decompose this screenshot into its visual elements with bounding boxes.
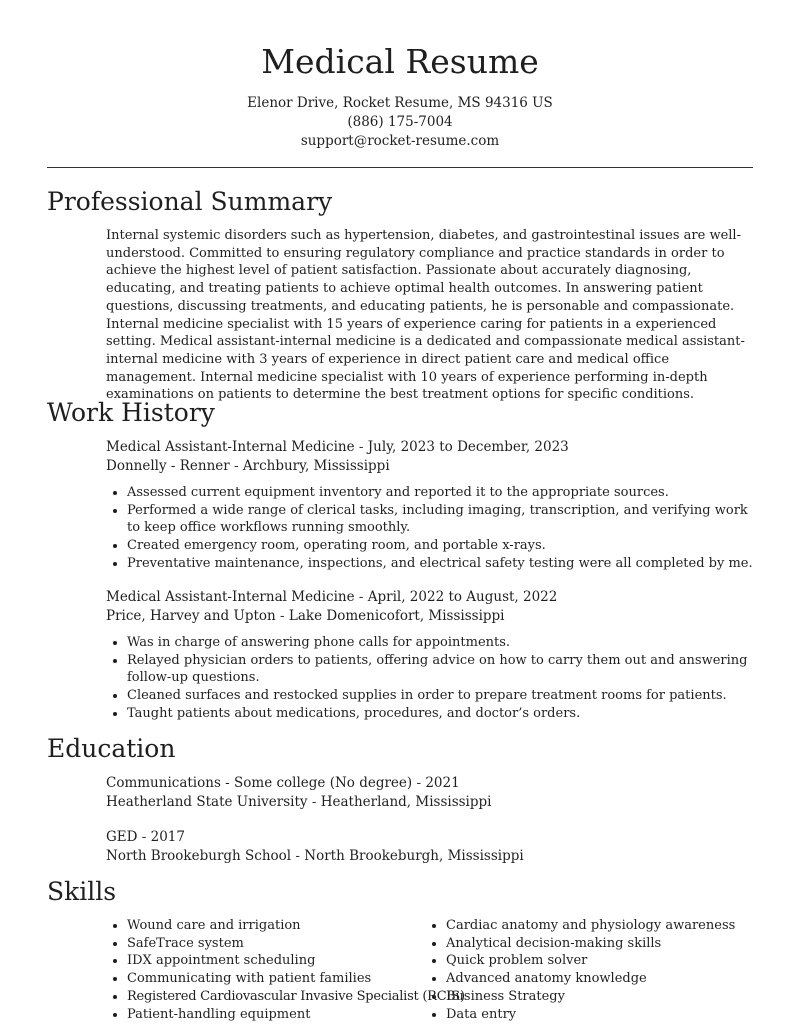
education-entry: [106, 828, 754, 866]
degree: GED: [106, 829, 138, 845]
school-location: Heatherland, Mississippi: [320, 794, 492, 810]
list-item: • Cleaned surfaces and restocked supplies in order to prepare treatment rooms for patients.: [127, 687, 754, 705]
skill-item: • SafeTrace system: [127, 935, 436, 953]
summary-text: Internal systemic disorders such as hypertension, diabetes, and gastrointestinal issues are well-understood. Committed to ensuring regulatory compliance and practice standards in order to achieve the highest level of patient satisfaction. Passionate about accurately diagnosing, educating, and treating patients to achieve optimal health outcomes. In answering patient questions, discussing treatments, and educating patients, he is personable and compassionate. Internal medicine specialist with 15 years of experience caring for patients in a experienced setting. Medical assistant-internal medicine is a dedicated and compassionate medical assistant-internal medicine with 3 years of experience in direct patient care and medical office management. Internal medicine specialist with 10 years of experience performing in-depth examinations on patients to determine the best treatment options for specific conditions.: [106, 228, 745, 403]
separator: -: [354, 589, 368, 605]
school: Heatherland State University: [106, 794, 308, 810]
education-entry: [106, 774, 754, 812]
school: North Brookeburgh School: [106, 848, 292, 864]
skill-item: • IDX appointment scheduling: [127, 952, 436, 970]
skill-item: • Patient-handling equipment: [127, 1006, 436, 1024]
contact-block: [0, 94, 800, 151]
job-bullets: [106, 484, 754, 573]
list-item: • Created emergency room, operating room, and portable x-rays.: [127, 537, 754, 555]
degree-year: 2021: [425, 775, 460, 791]
separator: -: [354, 439, 368, 455]
school-line: [106, 793, 754, 812]
work-heading: Work History: [47, 398, 215, 427]
job-org-line: [106, 607, 754, 626]
skill-item: • Data entry: [446, 1006, 755, 1024]
list-item: • Relayed physician orders to patients, offering advice on how to carry them out and answering follow-up questions.: [127, 652, 754, 687]
bullet-list: [106, 484, 754, 573]
list-item: • Assessed current equipment inventory and reported it to the appropriate sources.: [127, 484, 754, 502]
list-item: • Performed a wide range of clerical tasks, including imaging, transcription, and verifying work to keep office workflows running smoothly.: [127, 502, 754, 537]
skill-item: • Wound care and irrigation: [127, 917, 436, 935]
job-company: Donnelly - Renner: [106, 458, 230, 474]
skill-item: • Communicating with patient families: [127, 970, 436, 988]
job-dates: April, 2022 to August, 2022: [367, 589, 558, 605]
job-company: Price, Harvey and Upton: [106, 608, 276, 624]
list-item: • Preventative maintenance, inspections, and electrical safety testing were all completed by me.: [127, 555, 754, 573]
degree-line: [106, 774, 754, 793]
skills-heading: Skills: [47, 877, 117, 906]
header-divider: [47, 167, 753, 168]
job-location: Archbury, Mississippi: [242, 458, 390, 474]
skills-list: [106, 917, 465, 1023]
school-location: North Brookeburgh, Mississippi: [304, 848, 524, 864]
job-org-line: [106, 457, 754, 476]
job-title: Medical Assistant-Internal Medicine: [106, 589, 355, 605]
skills-list: [425, 917, 755, 1023]
skill-item: • Analytical decision-making skills: [446, 935, 755, 953]
job-title-line: [106, 588, 754, 607]
list-item: • Was in charge of answering phone calls for appointments.: [127, 634, 754, 652]
education-heading: Education: [47, 734, 176, 763]
job-location: Lake Domenicofort, Mississippi: [288, 608, 505, 624]
job-title: Medical Assistant-Internal Medicine: [106, 439, 355, 455]
separator: -: [229, 458, 243, 474]
email: support@rocket-resume.com: [300, 133, 500, 149]
job-title-line: [106, 438, 754, 457]
address: Elenor Drive, Rocket Resume, MS 94316 US: [247, 95, 553, 111]
job-entry: [106, 438, 754, 476]
degree-line: [106, 828, 754, 847]
job-entry: [106, 588, 754, 626]
summary-heading: Professional Summary: [47, 187, 333, 216]
phone: (886) 175-7004: [347, 114, 453, 130]
skills-column-left: [106, 917, 465, 1023]
degree-year: 2017: [150, 829, 185, 845]
summary-section: [106, 227, 754, 404]
skill-item: • Business Strategy: [446, 988, 755, 1006]
skill-item: • Registered Cardiovascular Invasive Specialist (RCIS): [127, 988, 436, 1006]
job-dates: July, 2023 to December, 2023: [367, 439, 569, 455]
skill-item: • Cardiac anatomy and physiology awareness: [446, 917, 755, 935]
bullet-list: [106, 634, 754, 723]
separator: -: [412, 775, 426, 791]
skill-item: • Quick problem solver: [446, 952, 755, 970]
job-bullets: [106, 634, 754, 723]
school-line: [106, 847, 754, 866]
separator: -: [137, 829, 151, 845]
separator: -: [291, 848, 305, 864]
resume-title: Medical Resume: [261, 42, 539, 81]
skills-column-right: [425, 917, 755, 1023]
separator: -: [275, 608, 289, 624]
skill-item: • Advanced anatomy knowledge: [446, 970, 755, 988]
degree: Communications - Some college (No degree): [106, 775, 413, 791]
list-item: • Taught patients about medications, procedures, and doctor’s orders.: [127, 705, 754, 723]
separator: -: [307, 794, 321, 810]
